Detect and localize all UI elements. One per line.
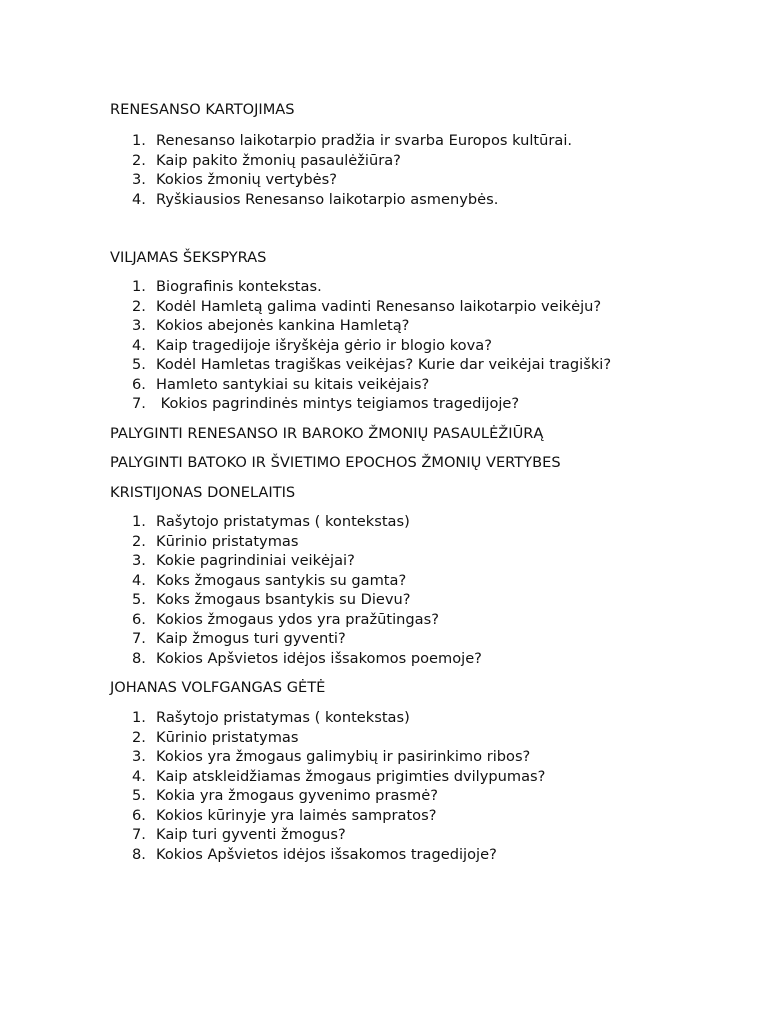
section-heading-palyginti-batoko-svietimo: PALYGINTI BATOKO IR ŠVIETIMO EPOCHOS ŽMONIŲ VERTYBES	[110, 454, 561, 471]
section-heading-renesanso: RENESANSO KARTOJIMAS	[110, 101, 295, 118]
section-heading-donelaitis: KRISTIJONAS DONELAITIS	[110, 484, 296, 501]
document-page: RENESANSO KARTOJIMAS 1. Renesanso laikotarpio pradžia ir svarba Europos kultūrai. 2. Kaip pakito žmonių pasaulėžiūra? 3. Kokios žmonių vertybės? 4. Ryškiausios Renesanso laikotarpio asmenybės. VILJAMAS ŠEKSPYRAS 1. Biografinis kontekstas. 2. Kodėl Hamletą galima vadinti Renesanso laikotarpio veikėju? 3. Kokios abejonės kankina Hamletą? 4. Kaip tragedijoje išryškėja gėrio ir blogio kova? 5. Kodėl Hamletas tragiškas veikėjas? Kurie dar veikėjai tragiški? 6. Hamleto santykiai su kitais veikėjais? 7. Kokios pagrindinės mintys teigiamos tragedijoje? PALYGINTI RENESANSO IR BAROKO ŽMONIŲ PASAULĖŽIŪRĄ PALYGINTI BATOKO IR ŠVIETIMO EPOCHOS ŽMONIŲ VERTYBES KRISTIJONAS DONELAITIS 1. Rašytojo pristatymas ( kontekstas) 2. Kūrinio pristatymas 3. Kokie pagrindiniai veikėjai? 4. Koks žmogaus santykis su gamta? 5. Koks žmogaus bsantykis su Dievu? 6. Kokios žmogaus ydos yra pražūtingas? 7. Kaip žmogus turi gyventi? 8. Kokios Apšvietos idėjos išsakomos poemoje? JOHANAS VOLFGANGAS GĖTĖ 1. Rašytojo pristatymas ( kontekstas) 2. Kūrinio pristatymas 3. Kokios yra žmogaus galimybių ir pasirinkimo ribos? 4. Kaip atskleidžiamas žmogaus prigimties dvilypumas? 5. Kokia yra žmogaus gyvenimo prasmė? 6. Kokios kūrinyje yra laimės sampratos? 7. Kaip turi gyventi žmogus? 8. Kokios Apšvietos idėjos išsakomos tragedijoje?	[110, 101, 612, 863]
section-heading-gete: JOHANAS VOLFGANGAS GĖTĖ	[110, 679, 326, 696]
section-heading-sekspyras: VILJAMAS ŠEKSPYRAS	[110, 249, 267, 266]
section-heading-palyginti-renesanso-baroko: PALYGINTI RENESANSO IR BAROKO ŽMONIŲ PASAULĖŽIŪRĄ	[110, 425, 544, 442]
